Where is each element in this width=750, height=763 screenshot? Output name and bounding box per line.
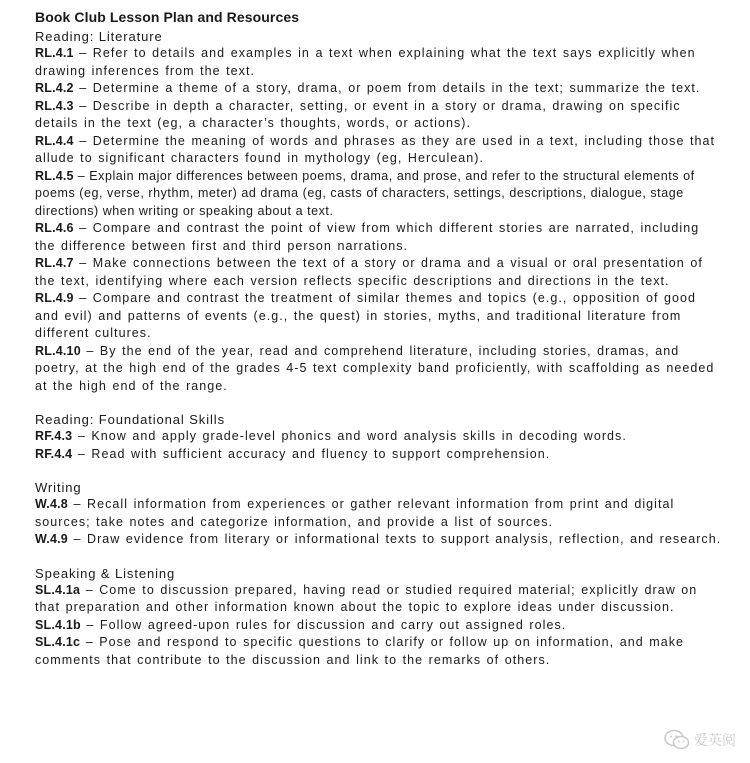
standard-item (35, 45, 725, 80)
standard-text: – By the end of the year, read and comprehend literature, including stories, dramas, and poetry, at the high end of the grades 4-5 text complexity band proficiently, with scaffolding as needed at the high end of the range. (35, 343, 715, 393)
section-reading-foundational-skills (35, 411, 725, 463)
standard-code: W.4.9 (35, 532, 68, 546)
standard-text: – Determine a theme of a story, drama, or poem from details in the text; summarize the text. (73, 81, 701, 95)
standard-text: – Refer to details and examples in a text when explaining what the text says explicitly when drawing inferences from the text. (35, 46, 696, 78)
section-heading: Reading: Literature (35, 29, 163, 44)
standard-item (35, 446, 725, 464)
standard-item (35, 168, 725, 221)
standard-code: RL.4.5 (35, 168, 74, 183)
section-reading-literature (35, 28, 725, 395)
watermark-text: 爱英阅 (694, 732, 736, 748)
standard-text: – Read with sufficient accuracy and fluency to support comprehension. (72, 446, 551, 461)
standard-item (35, 428, 725, 446)
standard-code: RL.4.7 (35, 256, 74, 270)
section-heading: Writing (35, 480, 82, 495)
standard-code: SL.4.1b (35, 617, 81, 632)
standard-code: RL.4.1 (35, 46, 74, 60)
watermark (664, 729, 736, 751)
standard-code: RL.4.3 (35, 98, 74, 113)
standard-item (35, 98, 725, 133)
standard-item (35, 290, 725, 343)
standard-code: W.4.8 (35, 497, 68, 511)
section-heading: Reading: Foundational Skills (35, 412, 225, 427)
standard-code: RF.4.3 (35, 429, 73, 443)
standard-text: – Draw evidence from literary or informational texts to support analysis, reflection, and research. (67, 532, 722, 546)
standard-item (35, 220, 725, 255)
standard-text: – Compare and contrast the treatment of similar themes and topics (e.g., opposition of good and evil) and patterns of events (e.g., the quest) in stories, myths, and traditional literature from different cultures. (35, 291, 697, 340)
document (35, 8, 725, 685)
standard-text: – Know and apply grade-level phonics and word analysis skills in decoding words. (72, 429, 627, 443)
standard-code: RF.4.4 (35, 446, 73, 461)
section-writing (35, 479, 725, 549)
standard-text: – Determine the meaning of words and phrases as they are used in a text, including those that allude to significant characters found in mythology (eg, Herculean). (35, 133, 716, 165)
standard-item (35, 617, 725, 635)
standard-code: RL.4.9 (35, 291, 74, 305)
standard-code: RL.4.10 (35, 343, 81, 358)
standard-code: SL.4.1a (35, 582, 81, 597)
standard-text: – Follow agreed-upon rules for discussion and carry out assigned roles. (80, 617, 567, 632)
document-title: Book Club Lesson Plan and Resources (35, 9, 300, 25)
wechat-icon (664, 729, 690, 751)
standard-code: RL.4.4 (35, 133, 74, 148)
section-heading: Speaking & Listening (35, 565, 176, 581)
standard-code: SL.4.1c (35, 635, 81, 649)
standard-text: – Make connections between the text of a story or drama and a visual or oral presentation of the text, identifying where each version reflects specific descriptions and directions in the text. (35, 256, 703, 288)
standard-item (35, 582, 725, 617)
standard-item (35, 80, 725, 98)
standard-item (35, 133, 725, 168)
standard-item (35, 531, 725, 549)
standard-text: – Pose and respond to specific questions to clarify or follow up on information, and make comments that contribute to the discussion and link to the remarks of others. (35, 635, 685, 667)
standard-item (35, 343, 725, 396)
standard-text: – Recall information from experiences or gather relevant information from print and digital sources; take notes and categorize information, and provide a list of sources. (35, 497, 675, 529)
standard-text: – Explain major differences between poems, drama, and prose, and refer to the structural elements of poems (eg, verse, rhythm, meter) ad drama (eg, casts of characters, settings, descriptions, dialogue, stage directions) when writing or speaking about a text. (35, 168, 695, 218)
standard-code: RL.4.6 (35, 221, 74, 235)
standard-text: – Come to discussion prepared, having read or studied required material; explicitly draw on that preparation and other information known about the topic to explore ideas under discussion. (35, 582, 698, 614)
standard-text: – Compare and contrast the point of view from which different stories are narrated, including the difference between first and third person narrations. (35, 221, 700, 253)
standard-text: – Describe in depth a character, setting, or event in a story or drama, drawing on specific details in the text (eg, a character’s thoughts, words, or actions). (35, 98, 681, 130)
standard-code: RL.4.2 (35, 81, 74, 95)
standard-item (35, 255, 725, 290)
standard-item (35, 634, 725, 669)
standard-item (35, 496, 725, 531)
section-speaking-listening (35, 565, 725, 670)
